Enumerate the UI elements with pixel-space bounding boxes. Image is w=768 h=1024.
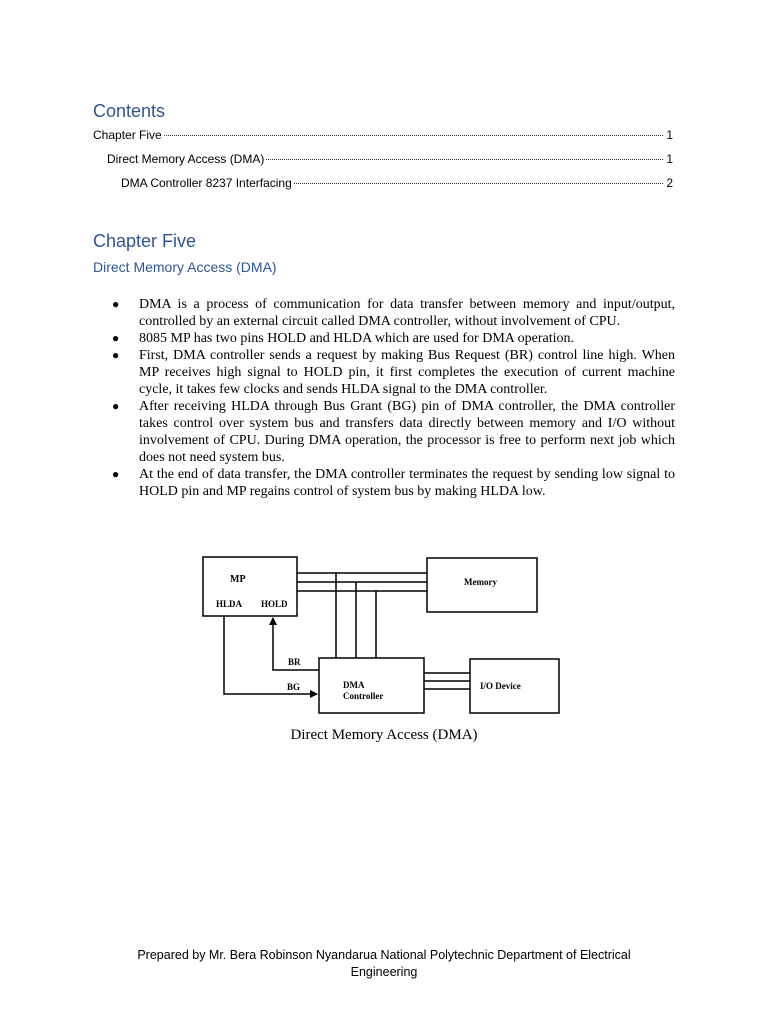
list-item — [112, 296, 675, 330]
dma-label: DMA — [343, 680, 365, 690]
io-device-label: I/O Device — [480, 681, 521, 691]
toc-leader — [164, 135, 663, 136]
list-item-text: DMA is a process of communication for data transfer between memory and input/output, controlled by an external circuit called DMA controller, without involvement of CPU. — [139, 297, 675, 329]
toc-entry-dma-8237[interactable] — [121, 176, 673, 190]
list-item — [112, 347, 675, 398]
bullet-icon: ● — [112, 399, 120, 413]
dma-block-diagram — [196, 548, 566, 720]
bg-label: BG — [287, 682, 301, 692]
toc-leader — [266, 159, 663, 160]
toc-entry-dma[interactable] — [107, 152, 673, 166]
toc-leader — [294, 183, 663, 184]
io-bus-lines — [424, 673, 470, 689]
list-item — [112, 330, 675, 347]
system-bus-lines — [297, 573, 427, 658]
list-item-text: At the end of data transfer, the DMA controller terminates the request by sending low signal to HOLD pin and MP regains control of system bus by making HLDA low. — [139, 467, 675, 499]
section-title: Direct Memory Access (DMA) — [93, 259, 277, 275]
footer-line: Engineering — [350, 965, 418, 979]
toc-entry-label: DMA Controller 8237 Interfacing — [121, 176, 292, 190]
dma-controller-block — [319, 658, 424, 713]
bg-line — [224, 616, 317, 694]
bullet-icon: ● — [112, 297, 120, 311]
list-item-text: First, DMA controller sends a request by making Bus Request (BR) control line high. When MP receives high signal to HOLD pin, it first completes the execution of current machine cycle, it takes few clocks and sends HLDA signal to the DMA controller. — [139, 348, 675, 397]
bullet-icon: ● — [112, 467, 120, 481]
figure-caption: Direct Memory Access (DMA) — [290, 727, 478, 743]
page-footer — [100, 947, 668, 981]
memory-label: Memory — [464, 577, 497, 587]
hlda-label: HLDA — [216, 599, 243, 609]
mp-label: MP — [230, 574, 246, 585]
toc-entry-chapter-five[interactable] — [93, 128, 673, 142]
list-item — [112, 466, 675, 500]
list-item-text: 8085 MP has two pins HOLD and HLDA which are used for DMA operation. — [139, 331, 574, 346]
footer-line: Prepared by Mr. Bera Robinson Nyandarua National Polytechnic Department of Electrical — [137, 948, 631, 962]
hold-label: HOLD — [261, 599, 288, 609]
dma-controller-label: Controller — [343, 691, 384, 701]
bullet-list — [112, 296, 675, 500]
bullet-icon: ● — [112, 348, 120, 362]
br-label: BR — [288, 657, 301, 667]
list-item — [112, 398, 675, 466]
toc-entry-page: 1 — [666, 152, 673, 166]
toc-entry-page: 2 — [666, 176, 673, 190]
toc-entry-label: Direct Memory Access (DMA) — [107, 152, 265, 166]
bullet-icon: ● — [112, 331, 120, 345]
toc-entry-label: Chapter Five — [93, 128, 162, 142]
toc-entry-page: 1 — [666, 128, 673, 142]
toc-title: Contents — [93, 101, 166, 121]
chapter-title: Chapter Five — [93, 231, 197, 251]
list-item-text: After receiving HLDA through Bus Grant (BG) pin of DMA controller, the DMA controller takes control over system bus and transfers data directly between memory and I/O without involvement of CPU. During DMA operation, the processor is free to perform next job which does not need system bus. — [139, 399, 675, 465]
